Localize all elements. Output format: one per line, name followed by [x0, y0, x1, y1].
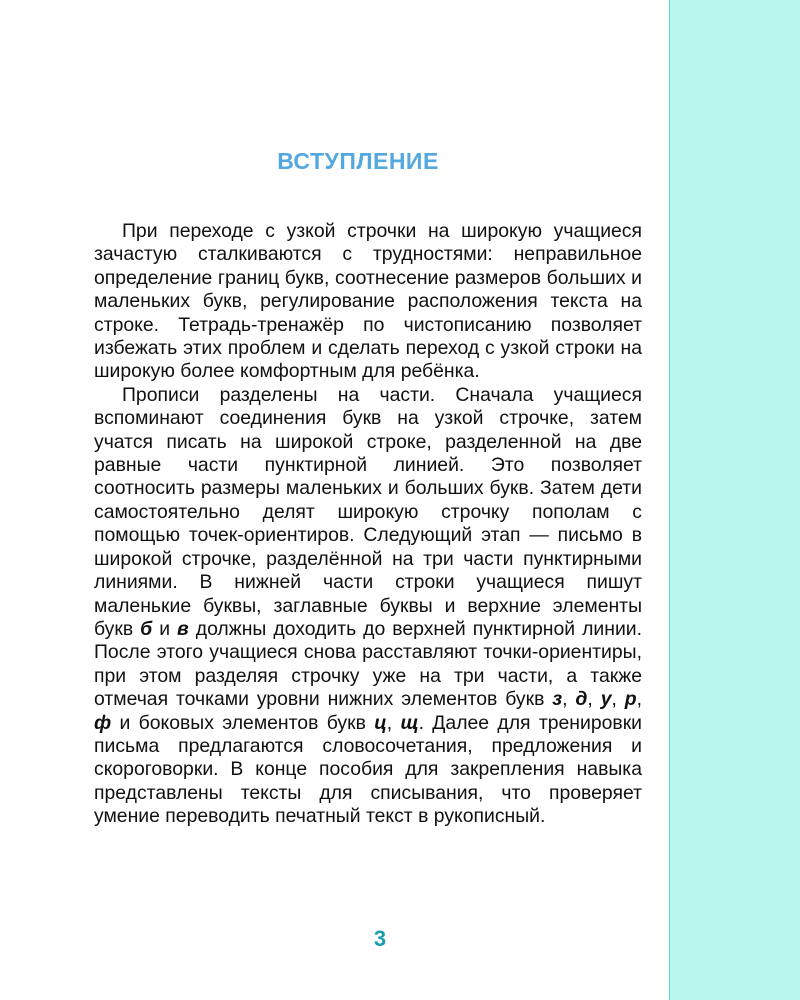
- separator: ,: [587, 688, 601, 711]
- page-title: ВСТУПЛЕНИЕ: [277, 148, 439, 174]
- letter-r: р: [624, 688, 637, 711]
- letter-v: в: [177, 617, 189, 640]
- letter-shch: щ: [400, 711, 419, 734]
- letter-b: б: [140, 617, 153, 640]
- separator: ,: [386, 711, 401, 734]
- paragraph-structure-part4: . Далее для тренировки письма предлагаются словосочетания, предложения и скороговорки. В конце пособия для закрепления навыка представлены тексты для списывания, что проверяет умение переводить печатный текст в рукописный.: [94, 711, 643, 828]
- paragraph-structure: [94, 384, 642, 829]
- separator: ,: [636, 688, 642, 711]
- paragraph-structure-part2: должны доходить до верхней пунктирной линии. После этого учащиеся снова расставляют точки-ориентиры, при этом разделяя строчку уже на три части, а также отмечая точками уровни нижних элементов букв: [94, 617, 643, 711]
- separator: ,: [562, 688, 576, 711]
- letter-d: д: [575, 688, 588, 711]
- letter-z: з: [552, 688, 563, 711]
- body-text: [94, 220, 642, 829]
- letter-ts: ц: [374, 711, 387, 734]
- conjunction-and: и: [159, 617, 171, 640]
- paragraph-structure-part1: Прописи разделены на части. Сначала учащиеся вспоминают соединения букв на узкой строчке, затем учатся писать на широкой строке, разделенной на две равные части пунктирной линией. Это позволяет соотносить размеры маленьких и больших букв. Затем дети самостоятельно делят широкую строчку пополам с помощью точек-ориентиров. Следующий этап — письмо в широкой строчке, разделённой на три части пунктирными линиями. В нижней части строки учащиеся пишут маленькие буквы, заглавные буквы и верхние элементы букв: [94, 383, 642, 640]
- page-number: 3: [373, 926, 387, 951]
- separator: ,: [611, 688, 625, 711]
- letter-f: ф: [94, 711, 112, 734]
- paragraph-intro: При переходе с узкой строчки на широкую учащиеся зачастую сталкиваются с трудностями: неправильное определение границ букв, соотнесение размеров больших и маленьких букв, регулирование расположения текста на строке. Тетрадь-тренажёр по чистописанию позволяет избежать этих проблем и сделать переход с узкой строки на широкую более комфортным для ребёнка.: [94, 220, 642, 383]
- paragraph-structure-part3: и боковых элементов букв: [119, 711, 366, 734]
- letter-u: у: [600, 688, 612, 711]
